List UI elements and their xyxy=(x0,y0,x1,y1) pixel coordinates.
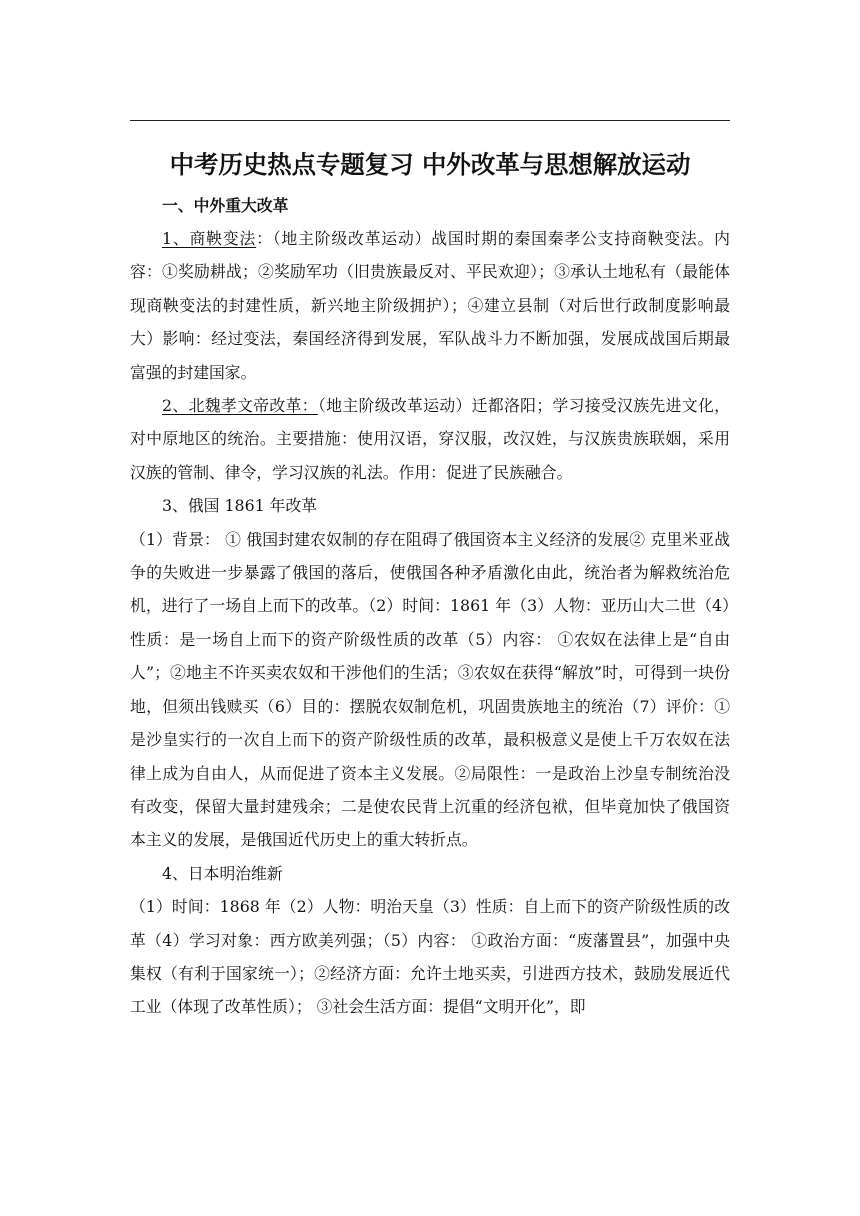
paragraph-text: ：（地主阶级改革运动）战国时期的秦国秦孝公支持商鞅变法。内容：①奖励耕战；②奖励军功（旧贵族最反对、平民欢迎）；③承认土地私有（最能体现商鞅变法的封建性质，新兴地主阶级拥护）；④建立县制（对后世行政制度影响最大）影响：经过变法，秦国经济得到发展，军队战斗力不断加强，发展成战国后期最富强的封建国家。 xyxy=(130,229,730,382)
paragraph-text: （地主阶级改革运动）迁都洛阳；学习接受汉族先进文化，对中原地区的统治。主要措施：使用汉语，穿汉服，改汉姓，与汉族贵族联姻，采用汉族的管制、律令，学习汉族的礼法。作用：促进了民族融合。 xyxy=(130,396,730,482)
paragraph-xiaowen xyxy=(130,389,730,489)
header-rule xyxy=(130,120,730,121)
subheading-meiji: 4、日本明治维新 xyxy=(162,863,283,883)
paragraph-heading: 1、商鞅变法 xyxy=(162,229,257,248)
subheading-russia: 3、俄国 1861 年改革 xyxy=(162,496,318,516)
paragraph-heading: 2、北魏孝文帝改革： xyxy=(162,396,318,416)
document-body xyxy=(130,190,730,1024)
paragraph-shang-yang xyxy=(130,222,730,389)
section-heading: 一、中外重大改革 xyxy=(162,196,289,215)
document-title: 中考历史热点专题复习 中外改革与思想解放运动 xyxy=(169,150,691,179)
paragraph-meiji: （1）时间：1868 年（2）人物：明治天皇（3）性质：自上而下的资产阶级性质的改革（4）学习对象：西方欧美列强；（5）内容： ①政治方面：“废藩置县”，加强中央集权（有利于国家统一）；②经济方面：允许土地买卖，引进西方技术，鼓励发展近代工业（体现了改革性质）； ③社会生活方面：提倡“文明开化”，即 xyxy=(130,897,730,1017)
paragraph-russia: （1）背景： ① 俄国封建农奴制的存在阻碍了俄国资本主义经济的发展② 克里米亚战争的失败进一步暴露了俄国的落后，使俄国各种矛盾激化由此，统治者为解救统治危机，进行了一场自上而下的改革。（2）时间：1861 年（3）人物：亚历山大二世（4）性质：是一场自上而下的资产阶级性质的改革（5）内容： ①农奴在法律上是“自由人”；②地主不许买卖农奴和干涉他们的生活；③农奴在获得“解放”时，可得到一块份地，但须出钱赎买（6）目的：摆脱农奴制危机，巩固贵族地主的统治（7）评价：① 是沙皇实行的一次自上而下的资产阶级性质的改革，最积极意义是使上千万农奴在法律上成为自由人，从而促进了资本主义发展。②局限性：一是政治上沙皇专制统治没有改变，保留大量封建残余；二是使农民背上沉重的经济包袱，但毕竟加快了俄国资本主义的发展，是俄国近代历史上的重大转折点。 xyxy=(130,529,730,850)
